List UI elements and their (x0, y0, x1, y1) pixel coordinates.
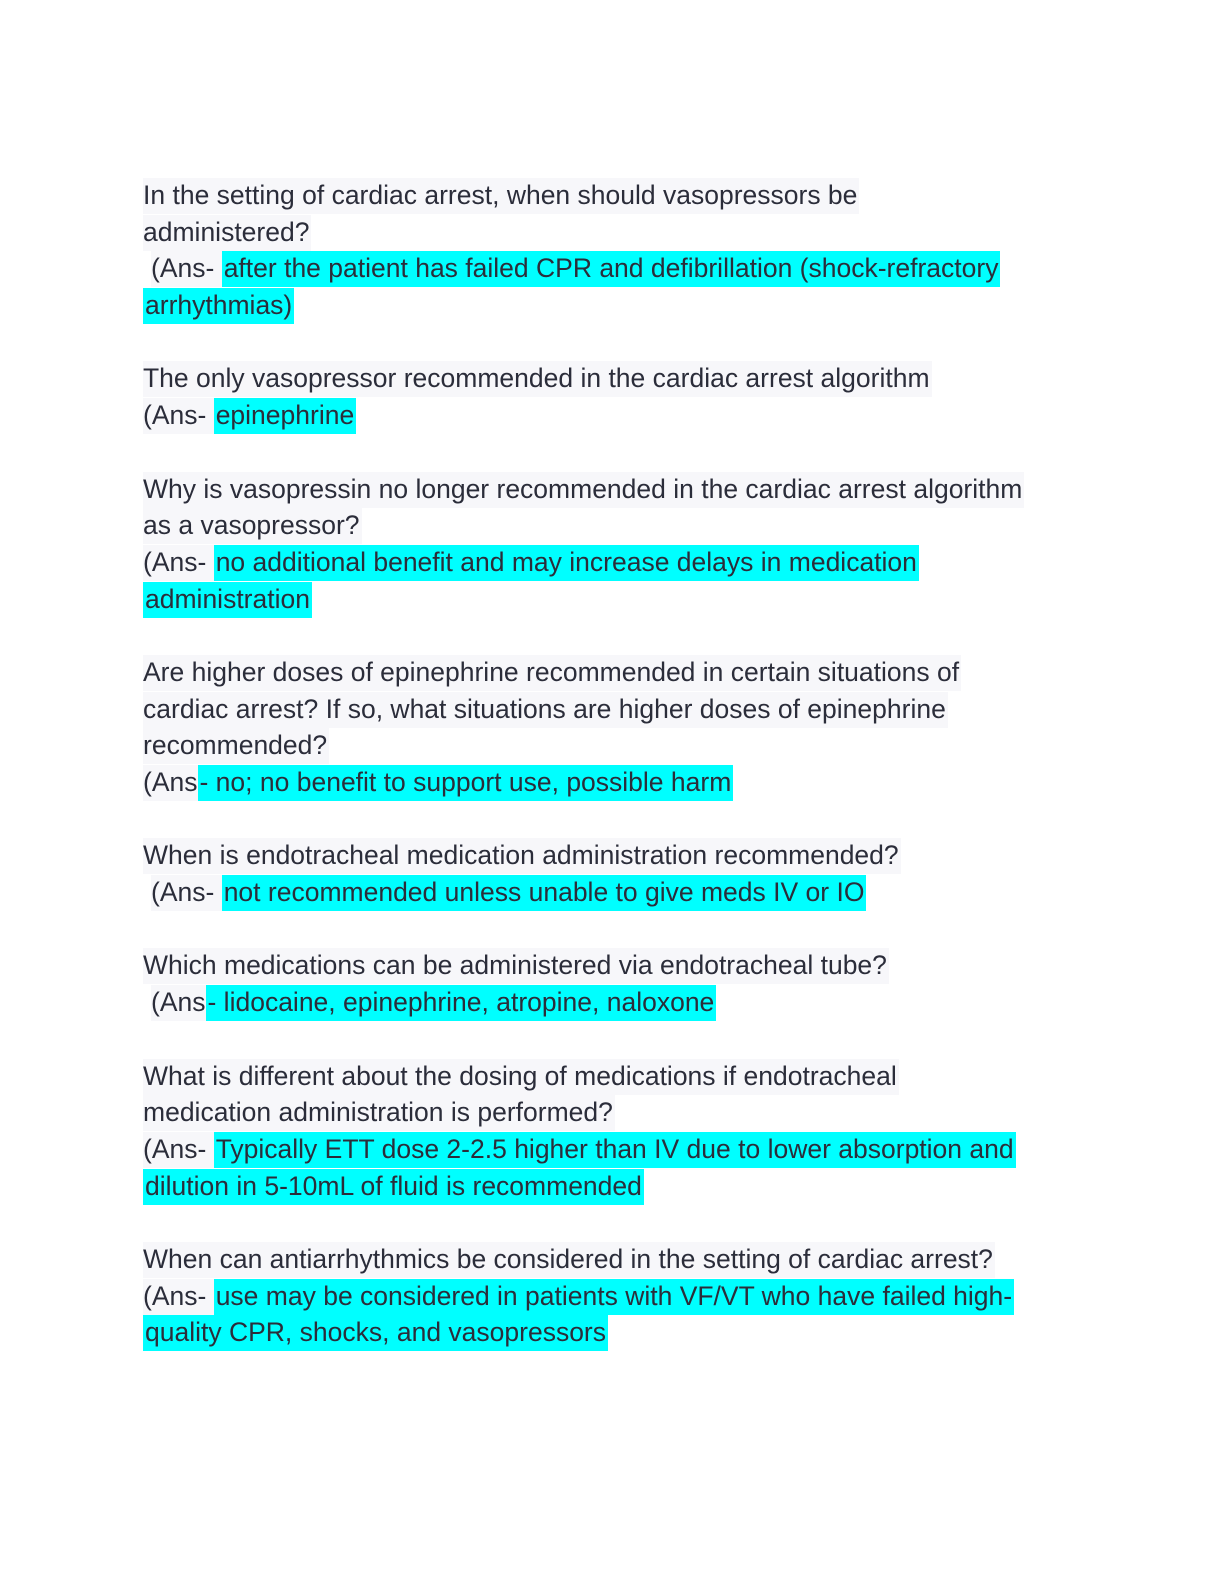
answer-highlight: use may be considered in patients with VF/VT who have failed high- (214, 1279, 1014, 1315)
question-line: as a vasopressor? (143, 507, 1073, 544)
answer-prefix: (Ans (143, 765, 198, 801)
answer-line (143, 544, 1073, 581)
answer-line (143, 874, 1073, 911)
answer-prefix: (Ans- (151, 251, 222, 287)
answer-line (143, 581, 1073, 618)
answer-line (143, 397, 1073, 434)
question-line: administered? (143, 214, 1073, 251)
qa-list (143, 177, 1073, 1388)
answer-prefix: (Ans- (143, 545, 214, 581)
qa-item (143, 360, 1073, 433)
answer-line (143, 984, 1073, 1021)
qa-item (143, 471, 1073, 618)
answer-highlight: dilution in 5-10mL of fluid is recommended (143, 1169, 644, 1205)
answer-highlight: Typically ETT dose 2-2.5 higher than IV due to lower absorption and (214, 1132, 1016, 1168)
answer-highlight: arrhythmias) (143, 288, 294, 324)
question-line: What is different about the dosing of medications if endotracheal (143, 1058, 1073, 1095)
question-line: When can antiarrhythmics be considered in the setting of cardiac arrest? (143, 1241, 1073, 1278)
question-line: The only vasopressor recommended in the cardiac arrest algorithm (143, 360, 1073, 397)
answer-line (143, 764, 1073, 801)
qa-item (143, 1058, 1073, 1205)
answer-highlight: administration (143, 582, 312, 618)
answer-highlight: epinephrine (214, 398, 357, 434)
answer-prefix: (Ans- (143, 1132, 214, 1168)
answer-highlight: after the patient has failed CPR and defibrillation (shock-refractory (222, 251, 1001, 287)
answer-prefix: (Ans- (151, 875, 222, 911)
answer-line (143, 250, 1073, 287)
question-line: Are higher doses of epinephrine recommended in certain situations of (143, 654, 1073, 691)
answer-line (143, 1168, 1073, 1205)
question-line: medication administration is performed? (143, 1094, 1073, 1131)
question-line: recommended? (143, 727, 1073, 764)
answer-line (143, 287, 1073, 324)
answer-line (143, 1278, 1073, 1315)
answer-line (143, 1131, 1073, 1168)
answer-highlight: - lidocaine, epinephrine, atropine, naloxone (206, 985, 717, 1021)
answer-highlight: quality CPR, shocks, and vasopressors (143, 1315, 608, 1351)
qa-item (143, 177, 1073, 324)
question-line: Why is vasopressin no longer recommended in the cardiac arrest algorithm (143, 471, 1073, 508)
question-line: When is endotracheal medication administration recommended? (143, 837, 1073, 874)
qa-item (143, 837, 1073, 910)
qa-item (143, 654, 1073, 801)
qa-item (143, 947, 1073, 1020)
answer-prefix: (Ans- (143, 1279, 214, 1315)
question-line: cardiac arrest? If so, what situations are higher doses of epinephrine (143, 691, 1073, 728)
answer-line (143, 1314, 1073, 1351)
answer-prefix: (Ans (151, 985, 206, 1021)
answer-highlight: not recommended unless unable to give meds IV or IO (222, 875, 867, 911)
question-line: In the setting of cardiac arrest, when should vasopressors be (143, 177, 1073, 214)
answer-highlight: no additional benefit and may increase delays in medication (214, 545, 919, 581)
answer-prefix: (Ans- (143, 398, 214, 434)
qa-item (143, 1241, 1073, 1351)
answer-highlight: - no; no benefit to support use, possible harm (198, 765, 734, 801)
question-line: Which medications can be administered via endotracheal tube? (143, 947, 1073, 984)
